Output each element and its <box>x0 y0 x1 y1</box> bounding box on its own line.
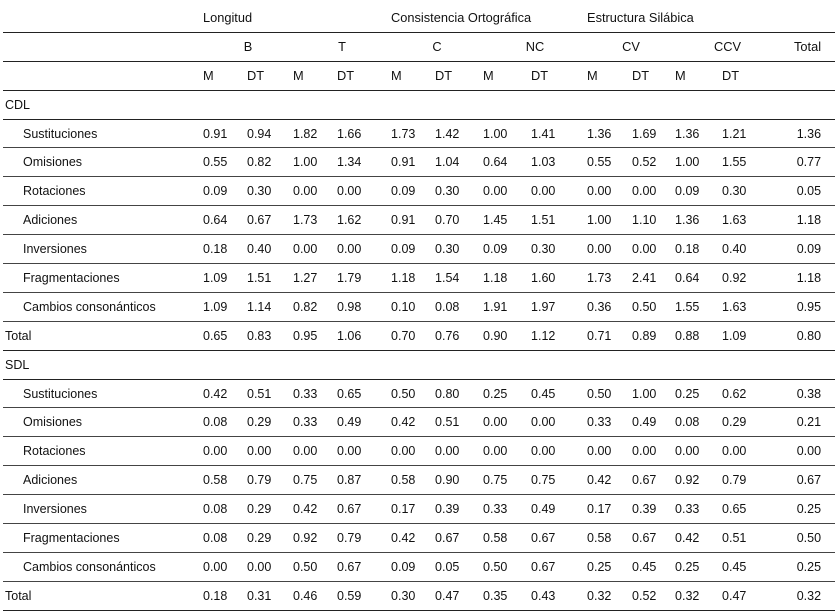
cell-value: 1.73 <box>293 206 337 235</box>
cell-value: 1.97 <box>531 292 587 321</box>
table-row <box>3 552 835 581</box>
cell-value: 0.77 <box>780 148 835 177</box>
cell-value: 0.00 <box>531 437 587 466</box>
table-row <box>3 495 835 524</box>
cell-value: 0.29 <box>247 495 293 524</box>
subgroup-t: T <box>293 32 391 61</box>
cell-value: 0.65 <box>203 321 247 350</box>
cell-value: 0.32 <box>780 581 835 610</box>
cell-value: 2.41 <box>632 264 675 293</box>
cell-value: 0.62 <box>722 379 780 408</box>
cell-value: 0.29 <box>722 408 780 437</box>
cell-value: 1.73 <box>391 119 435 148</box>
cell-value: 0.32 <box>675 581 722 610</box>
cell-value: 0.79 <box>247 466 293 495</box>
group-header-row <box>3 4 835 32</box>
cell-value: 0.00 <box>337 177 391 206</box>
total-header: Total <box>780 32 835 61</box>
cell-value: 1.51 <box>247 264 293 293</box>
cell-value: 0.83 <box>247 321 293 350</box>
cell-value: 0.40 <box>722 235 780 264</box>
cell-value: 0.09 <box>391 235 435 264</box>
subgroup-cv: CV <box>587 32 675 61</box>
cell-value: 0.30 <box>722 177 780 206</box>
subgroup-c: C <box>391 32 483 61</box>
cell-value: 0.30 <box>435 235 483 264</box>
cell-value: 0.32 <box>587 581 632 610</box>
cell-value: 0.49 <box>632 408 675 437</box>
cell-value: 0.67 <box>247 206 293 235</box>
cell-value: 1.62 <box>337 206 391 235</box>
stat-label: M <box>587 61 632 90</box>
cell-value: 0.40 <box>247 235 293 264</box>
cell-value: 1.36 <box>675 206 722 235</box>
cell-value: 0.67 <box>531 552 587 581</box>
stat-label: DT <box>247 61 293 90</box>
row-label: Cambios consonánticos <box>3 552 203 581</box>
cell-value: 0.00 <box>531 177 587 206</box>
cell-value: 0.89 <box>632 321 675 350</box>
cell-value: 0.29 <box>247 408 293 437</box>
cell-value: 1.10 <box>632 206 675 235</box>
cell-value: 0.92 <box>722 264 780 293</box>
stat-label: M <box>483 61 531 90</box>
cell-value: 0.00 <box>483 408 531 437</box>
cell-value: 0.90 <box>435 466 483 495</box>
cell-value: 0.58 <box>391 466 435 495</box>
subgroup-b: B <box>203 32 293 61</box>
cell-value: 0.08 <box>203 524 247 553</box>
row-label: Omisiones <box>3 408 203 437</box>
cell-value: 0.00 <box>531 408 587 437</box>
subgroup-ccv: CCV <box>675 32 780 61</box>
cell-value: 0.00 <box>435 437 483 466</box>
table-row <box>3 466 835 495</box>
cell-value: 0.00 <box>632 437 675 466</box>
cell-value: 0.79 <box>337 524 391 553</box>
cell-value: 0.45 <box>722 552 780 581</box>
table-body <box>3 90 835 610</box>
cell-value: 0.49 <box>531 495 587 524</box>
cell-value: 1.12 <box>531 321 587 350</box>
cell-value: 1.36 <box>780 119 835 148</box>
cell-value: 0.25 <box>780 552 835 581</box>
cell-value: 0.75 <box>293 466 337 495</box>
stat-label: DT <box>435 61 483 90</box>
stat-label: DT <box>722 61 780 90</box>
row-label: Sustituciones <box>3 379 203 408</box>
cell-value: 0.33 <box>293 379 337 408</box>
cell-value: 1.18 <box>391 264 435 293</box>
cell-value: 0.00 <box>293 437 337 466</box>
cell-value: 0.75 <box>483 466 531 495</box>
cell-value: 0.95 <box>780 292 835 321</box>
cell-value: 1.27 <box>293 264 337 293</box>
cell-value: 1.63 <box>722 292 780 321</box>
total-row <box>3 321 835 350</box>
cell-value: 0.55 <box>587 148 632 177</box>
table-row <box>3 177 835 206</box>
cell-value: 0.10 <box>391 292 435 321</box>
cell-value: 0.58 <box>203 466 247 495</box>
cell-value: 0.08 <box>675 408 722 437</box>
cell-value: 0.05 <box>435 552 483 581</box>
cell-value: 1.00 <box>293 148 337 177</box>
cell-value: 1.54 <box>435 264 483 293</box>
cell-value: 0.00 <box>587 177 632 206</box>
cell-value: 0.25 <box>483 379 531 408</box>
cell-value: 0.35 <box>483 581 531 610</box>
cell-value: 0.58 <box>483 524 531 553</box>
section-row <box>3 350 835 379</box>
stat-label: M <box>675 61 722 90</box>
cell-value: 1.03 <box>531 148 587 177</box>
cell-value: 1.36 <box>675 119 722 148</box>
cell-value: 0.50 <box>293 552 337 581</box>
cell-value: 0.09 <box>483 235 531 264</box>
section-label: SDL <box>3 350 835 379</box>
cell-value: 0.43 <box>531 581 587 610</box>
cell-value: 1.00 <box>483 119 531 148</box>
cell-value: 0.00 <box>293 177 337 206</box>
cell-value: 0.17 <box>391 495 435 524</box>
subgroup-header-row <box>3 32 835 61</box>
cell-value: 0.47 <box>722 581 780 610</box>
cell-value: 0.50 <box>391 379 435 408</box>
table-row <box>3 119 835 148</box>
cell-value: 0.00 <box>247 552 293 581</box>
cell-value: 1.41 <box>531 119 587 148</box>
cell-value: 0.00 <box>337 235 391 264</box>
cell-value: 0.64 <box>203 206 247 235</box>
cell-value: 0.18 <box>203 235 247 264</box>
cell-value: 0.67 <box>632 466 675 495</box>
cell-value: 0.33 <box>483 495 531 524</box>
cell-value: 1.60 <box>531 264 587 293</box>
cell-value: 0.25 <box>780 495 835 524</box>
cell-value: 0.00 <box>587 235 632 264</box>
cell-value: 0.67 <box>337 552 391 581</box>
cell-value: 0.51 <box>435 408 483 437</box>
cell-value: 0.25 <box>587 552 632 581</box>
row-label: Sustituciones <box>3 119 203 148</box>
cell-value: 0.67 <box>531 524 587 553</box>
cell-value: 0.59 <box>337 581 391 610</box>
stat-label: DT <box>337 61 391 90</box>
cell-value: 0.00 <box>247 437 293 466</box>
table-row <box>3 379 835 408</box>
table-row <box>3 264 835 293</box>
cell-value: 0.08 <box>203 495 247 524</box>
section-label: CDL <box>3 90 835 119</box>
row-label: Total <box>3 321 203 350</box>
cell-value: 0.09 <box>391 177 435 206</box>
row-label: Inversiones <box>3 495 203 524</box>
cell-value: 0.76 <box>435 321 483 350</box>
cell-value: 0.46 <box>293 581 337 610</box>
cell-value: 0.88 <box>675 321 722 350</box>
row-label: Adiciones <box>3 206 203 235</box>
cell-value: 1.36 <box>587 119 632 148</box>
cell-value: 1.42 <box>435 119 483 148</box>
cell-value: 1.91 <box>483 292 531 321</box>
section-row <box>3 90 835 119</box>
cell-value: 0.90 <box>483 321 531 350</box>
stat-label: DT <box>632 61 675 90</box>
cell-value: 1.09 <box>203 292 247 321</box>
cell-value: 0.00 <box>587 437 632 466</box>
cell-value: 0.21 <box>780 408 835 437</box>
cell-value: 0.64 <box>675 264 722 293</box>
cell-value: 0.70 <box>435 206 483 235</box>
cell-value: 0.30 <box>435 177 483 206</box>
cell-value: 0.17 <box>587 495 632 524</box>
cell-value: 0.09 <box>203 177 247 206</box>
cell-value: 0.29 <box>247 524 293 553</box>
row-label: Omisiones <box>3 148 203 177</box>
group-header-consistencia: Consistencia Ortográfica <box>391 10 532 26</box>
cell-value: 0.38 <box>780 379 835 408</box>
cell-value: 0.75 <box>531 466 587 495</box>
cell-value: 0.91 <box>391 206 435 235</box>
subgroup-nc: NC <box>483 32 587 61</box>
cell-value: 0.42 <box>587 466 632 495</box>
cell-value: 0.39 <box>632 495 675 524</box>
cell-value: 0.82 <box>247 148 293 177</box>
cell-value: 0.42 <box>675 524 722 553</box>
cell-value: 1.51 <box>531 206 587 235</box>
cell-value: 0.42 <box>203 379 247 408</box>
cell-value: 1.09 <box>203 264 247 293</box>
cell-value: 0.05 <box>780 177 835 206</box>
cell-value: 0.33 <box>293 408 337 437</box>
cell-value: 0.00 <box>483 177 531 206</box>
cell-value: 1.79 <box>337 264 391 293</box>
table-row <box>3 437 835 466</box>
cell-value: 0.67 <box>632 524 675 553</box>
cell-value: 0.31 <box>247 581 293 610</box>
cell-value: 1.45 <box>483 206 531 235</box>
cell-value: 1.69 <box>632 119 675 148</box>
cell-value: 0.00 <box>203 552 247 581</box>
cell-value: 0.00 <box>632 177 675 206</box>
table-row <box>3 206 835 235</box>
cell-value: 0.52 <box>632 581 675 610</box>
cell-value: 0.51 <box>247 379 293 408</box>
cell-value: 0.25 <box>675 552 722 581</box>
cell-value: 0.52 <box>632 148 675 177</box>
cell-value: 0.67 <box>337 495 391 524</box>
stat-label: M <box>293 61 337 90</box>
cell-value: 0.65 <box>722 495 780 524</box>
cell-value: 0.92 <box>675 466 722 495</box>
row-label: Cambios consonánticos <box>3 292 203 321</box>
cell-value: 0.00 <box>675 437 722 466</box>
cell-value: 1.66 <box>337 119 391 148</box>
stat-label: M <box>391 61 435 90</box>
cell-value: 1.82 <box>293 119 337 148</box>
row-label: Fragmentaciones <box>3 524 203 553</box>
cell-value: 1.00 <box>675 148 722 177</box>
cell-value: 0.51 <box>722 524 780 553</box>
row-label: Rotaciones <box>3 437 203 466</box>
cell-value: 0.45 <box>531 379 587 408</box>
cell-value: 0.92 <box>293 524 337 553</box>
cell-value: 0.30 <box>391 581 435 610</box>
cell-value: 0.00 <box>632 235 675 264</box>
cell-value: 1.18 <box>780 264 835 293</box>
total-row <box>3 581 835 610</box>
cell-value: 0.00 <box>337 437 391 466</box>
cell-value: 0.95 <box>293 321 337 350</box>
cell-value: 0.91 <box>391 148 435 177</box>
cell-value: 0.00 <box>722 437 780 466</box>
cell-value: 0.33 <box>587 408 632 437</box>
cell-value: 0.98 <box>337 292 391 321</box>
cell-value: 0.00 <box>203 437 247 466</box>
cell-value: 0.94 <box>247 119 293 148</box>
cell-value: 0.58 <box>587 524 632 553</box>
cell-value: 0.71 <box>587 321 632 350</box>
cell-value: 1.34 <box>337 148 391 177</box>
cell-value: 0.30 <box>247 177 293 206</box>
cell-value: 0.82 <box>293 292 337 321</box>
table-row <box>3 524 835 553</box>
cell-value: 0.79 <box>722 466 780 495</box>
stat-label: DT <box>531 61 587 90</box>
cell-value: 0.50 <box>483 552 531 581</box>
cell-value: 1.00 <box>587 206 632 235</box>
table-row <box>3 235 835 264</box>
cell-value: 0.42 <box>391 408 435 437</box>
group-header-estructura: Estructura Silábica <box>587 10 694 26</box>
cell-value: 1.55 <box>675 292 722 321</box>
cell-value: 0.42 <box>293 495 337 524</box>
cell-value: 1.18 <box>780 206 835 235</box>
cell-value: 1.63 <box>722 206 780 235</box>
cell-value: 0.00 <box>483 437 531 466</box>
cell-value: 0.09 <box>675 177 722 206</box>
cell-value: 0.55 <box>203 148 247 177</box>
cell-value: 1.55 <box>722 148 780 177</box>
cell-value: 0.00 <box>780 437 835 466</box>
row-label: Adiciones <box>3 466 203 495</box>
cell-value: 0.18 <box>675 235 722 264</box>
cell-value: 0.67 <box>780 466 835 495</box>
cell-value: 0.08 <box>203 408 247 437</box>
table-row <box>3 148 835 177</box>
cell-value: 0.25 <box>675 379 722 408</box>
cell-value: 0.00 <box>293 235 337 264</box>
cell-value: 0.45 <box>632 552 675 581</box>
row-label: Fragmentaciones <box>3 264 203 293</box>
cell-value: 0.80 <box>435 379 483 408</box>
table-row <box>3 292 835 321</box>
cell-value: 1.14 <box>247 292 293 321</box>
cell-value: 0.30 <box>531 235 587 264</box>
row-label: Total <box>3 581 203 610</box>
cell-value: 1.00 <box>632 379 675 408</box>
cell-value: 0.50 <box>587 379 632 408</box>
cell-value: 0.50 <box>632 292 675 321</box>
cell-value: 0.87 <box>337 466 391 495</box>
stat-header-row <box>3 61 835 90</box>
row-label: Inversiones <box>3 235 203 264</box>
results-table <box>3 4 835 611</box>
cell-value: 0.47 <box>435 581 483 610</box>
cell-value: 0.67 <box>435 524 483 553</box>
cell-value: 0.18 <box>203 581 247 610</box>
cell-value: 0.50 <box>780 524 835 553</box>
cell-value: 0.91 <box>203 119 247 148</box>
cell-value: 0.70 <box>391 321 435 350</box>
stat-label: M <box>203 61 247 90</box>
cell-value: 0.42 <box>391 524 435 553</box>
row-label: Rotaciones <box>3 177 203 206</box>
cell-value: 0.09 <box>391 552 435 581</box>
cell-value: 1.73 <box>587 264 632 293</box>
group-header-longitud: Longitud <box>203 10 253 26</box>
cell-value: 1.06 <box>337 321 391 350</box>
cell-value: 1.18 <box>483 264 531 293</box>
cell-value: 0.33 <box>675 495 722 524</box>
cell-value: 0.00 <box>391 437 435 466</box>
cell-value: 0.65 <box>337 379 391 408</box>
cell-value: 0.36 <box>587 292 632 321</box>
cell-value: 0.64 <box>483 148 531 177</box>
table-row <box>3 408 835 437</box>
cell-value: 0.49 <box>337 408 391 437</box>
cell-value: 0.80 <box>780 321 835 350</box>
cell-value: 0.39 <box>435 495 483 524</box>
cell-value: 1.21 <box>722 119 780 148</box>
cell-value: 0.09 <box>780 235 835 264</box>
cell-value: 1.04 <box>435 148 483 177</box>
cell-value: 1.09 <box>722 321 780 350</box>
cell-value: 0.08 <box>435 292 483 321</box>
